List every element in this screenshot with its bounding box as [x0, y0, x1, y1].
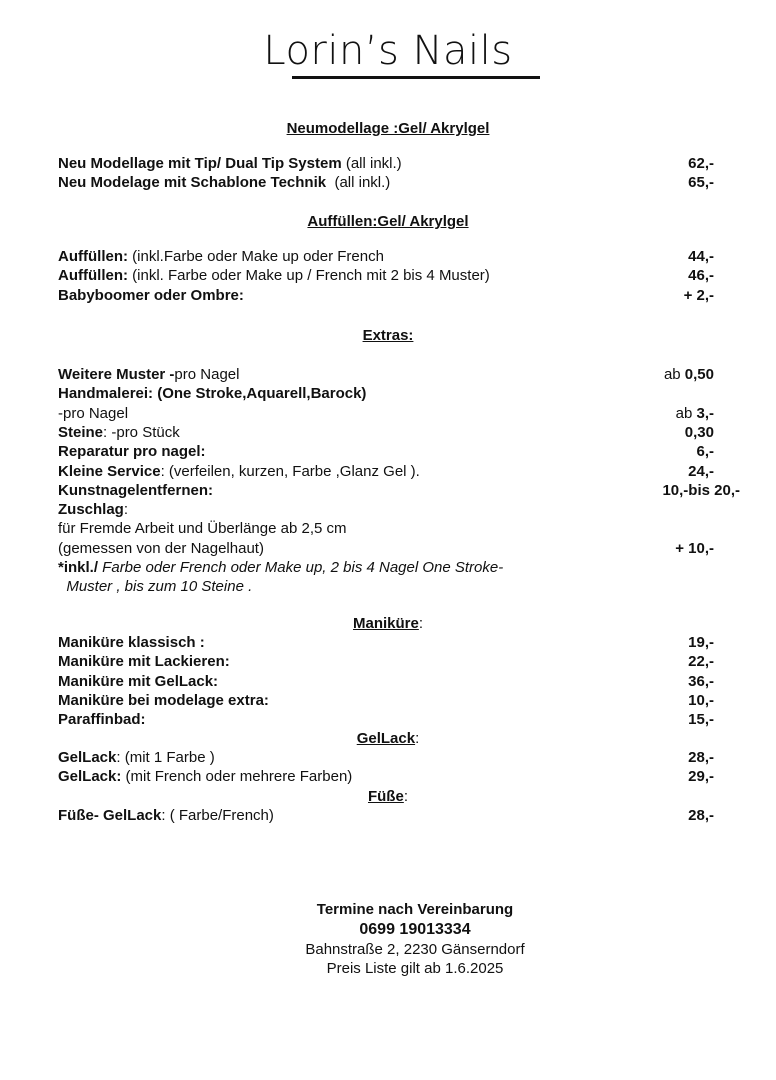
- description-part: Maniküre klassisch :: [58, 634, 205, 651]
- description-part: (mit French oder mehrere Farben): [121, 768, 353, 786]
- service-price: [688, 173, 714, 192]
- section-heading: [0, 614, 776, 633]
- description-part: Auffüllen:: [58, 267, 128, 285]
- service-price: [685, 423, 714, 442]
- phone-number[interactable]: 0699 19013334: [359, 921, 471, 938]
- service-price: [688, 748, 714, 767]
- service-description: [58, 463, 420, 480]
- price-part: 22,-: [688, 653, 714, 671]
- price-part: 10,-: [688, 691, 714, 709]
- service-price: [664, 365, 714, 384]
- section-heading: [0, 729, 776, 748]
- price-part: 3,-: [696, 404, 714, 422]
- price-part: 29,-: [688, 768, 714, 786]
- description-part: GelLack: [58, 749, 117, 766]
- description-part: : ( Farbe/French): [161, 807, 274, 824]
- service-price: [688, 806, 714, 825]
- title-underline: [292, 76, 540, 79]
- price-part: 10,-bis 20,-: [662, 481, 740, 499]
- description-part: Neu Modellage mit Tip/ Dual Tip System: [58, 155, 342, 172]
- service-price: [688, 767, 714, 786]
- description-part: Reparatur pro nagel:: [58, 443, 206, 461]
- description-part: Muster , bis zum 10 Steine .: [58, 578, 253, 596]
- price-row: [58, 539, 776, 558]
- service-description: [58, 366, 239, 383]
- description-part: : -pro Stück: [103, 423, 180, 441]
- description-part: Füße- GelLack: [58, 807, 162, 824]
- description-part: Farbe oder French oder Make up, 2 bis 4 Nagel One Stroke-: [98, 559, 504, 576]
- section-heading: [0, 326, 776, 345]
- service-description: [58, 540, 264, 557]
- price-row: [58, 384, 776, 403]
- service-price: [688, 247, 714, 266]
- price-part: 44,-: [688, 248, 714, 265]
- price-part: 19,-: [688, 634, 714, 651]
- description-part: für Fremde Arbeit und Überlänge ab 2,5 cm: [58, 520, 347, 538]
- price-row: [58, 286, 776, 305]
- section-heading-text: Extras:: [362, 327, 414, 344]
- price-row: [58, 691, 776, 710]
- description-part: GelLack:: [58, 768, 122, 786]
- service-description: [58, 385, 366, 402]
- service-description: [58, 174, 390, 191]
- service-price: [688, 633, 714, 652]
- price-row: [58, 633, 776, 652]
- service-description: [58, 287, 244, 304]
- price-row: [58, 500, 776, 519]
- price-part: + 10,-: [675, 539, 714, 557]
- price-part: 28,-: [688, 807, 714, 824]
- section-heading-suffix: :: [415, 730, 420, 747]
- service-description: [58, 768, 352, 785]
- price-row: [58, 806, 776, 825]
- service-price: [688, 652, 714, 671]
- description-part: Auffüllen:: [58, 248, 128, 265]
- service-description: [58, 578, 252, 595]
- section-heading: [0, 787, 776, 806]
- service-description: [58, 248, 384, 265]
- price-list-valid-date: Preis Liste gilt ab 1.6.2025: [326, 960, 504, 977]
- section-heading-text: Maniküre: [352, 615, 419, 632]
- description-part: (all inkl.): [326, 174, 391, 192]
- price-part: 65,-: [688, 174, 714, 192]
- price-row: [58, 462, 776, 481]
- service-description: [58, 711, 146, 728]
- price-row: [58, 519, 776, 538]
- service-price: [662, 481, 740, 500]
- address: Bahnstraße 2, 2230 Gänserndorf: [305, 941, 525, 958]
- description-part: Babyboomer oder Ombre:: [58, 286, 244, 304]
- section-heading-text: GelLack: [356, 730, 416, 747]
- description-part: Maniküre bei modelage extra:: [58, 691, 269, 709]
- price-row: [58, 404, 776, 423]
- description-part: Maniküre mit GelLack:: [58, 672, 219, 690]
- service-price: [676, 404, 714, 423]
- description-part: : (verfeilen, kurzen, Farbe ,Glanz Gel ).: [160, 462, 420, 480]
- price-part: 0,50: [684, 366, 714, 383]
- price-row: [58, 710, 776, 729]
- description-part: pro Nagel: [174, 366, 240, 383]
- price-part: 36,-: [688, 672, 714, 690]
- description-part: Maniküre mit Lackieren:: [58, 653, 230, 671]
- price-part: 0,30: [684, 423, 714, 441]
- price-row: [58, 652, 776, 671]
- price-part: 24,-: [688, 462, 714, 480]
- service-price: [688, 266, 714, 285]
- description-part: -pro Nagel: [58, 404, 129, 422]
- price-part: 15,-: [688, 711, 714, 729]
- section-heading-text: Füße: [367, 788, 404, 805]
- service-description: [58, 807, 274, 824]
- description-part: :: [123, 501, 129, 519]
- description-part: Steine: [58, 423, 104, 441]
- service-description: [58, 692, 269, 709]
- section-heading-suffix: :: [403, 788, 408, 805]
- appointment-note: Termine nach Vereinbarung: [316, 901, 514, 918]
- price-part: 28,-: [688, 749, 714, 766]
- section-heading-text: Auffüllen:Gel/ Akrylgel: [307, 213, 469, 230]
- service-price: [688, 154, 714, 173]
- description-part: (inkl.Farbe oder Make up oder French: [127, 248, 384, 265]
- service-description: [58, 673, 218, 690]
- price-row: [58, 442, 776, 461]
- service-description: [58, 749, 215, 766]
- service-price: [696, 442, 714, 461]
- price-row: [58, 365, 776, 384]
- price-row: [58, 748, 776, 767]
- price-row: [58, 672, 776, 691]
- description-part: Zuschlag: [58, 501, 124, 519]
- price-part: ab: [663, 366, 685, 383]
- price-row: [58, 767, 776, 786]
- price-part: 6,-: [696, 443, 714, 461]
- service-description: [58, 559, 503, 576]
- description-part: : (mit 1 Farbe ): [116, 749, 215, 766]
- service-description: [58, 267, 490, 284]
- service-description: [58, 424, 180, 441]
- service-description: [58, 155, 402, 172]
- price-row: [58, 154, 776, 173]
- description-part: *inkl./: [58, 559, 99, 576]
- price-row: [58, 423, 776, 442]
- section-heading-text: Neumodellage :Gel/ Akrylgel: [286, 120, 490, 137]
- service-description: [58, 443, 206, 460]
- description-part: Paraffinbad:: [58, 711, 146, 729]
- description-part: Kleine Service: [58, 462, 161, 480]
- description-part: Handmalerei: (One Stroke,Aquarell,Barock): [58, 385, 367, 403]
- description-part: Neu Modelage mit Schablone Technik: [58, 174, 327, 192]
- business-name-title: Lorin’s Nails: [263, 28, 513, 74]
- description-part: (inkl. Farbe oder Make up / French mit 2 bis 4 Muster): [127, 267, 490, 285]
- service-description: [58, 482, 213, 499]
- price-row: [58, 577, 776, 596]
- price-part: ab: [675, 404, 697, 422]
- service-description: [58, 405, 128, 422]
- price-row: [58, 266, 776, 285]
- price-part: 46,-: [688, 267, 714, 285]
- price-row: [58, 247, 776, 266]
- price-part: + 2,-: [683, 286, 714, 304]
- price-row: [58, 481, 776, 500]
- price-row: [58, 558, 776, 577]
- price-part: 62,-: [688, 155, 714, 172]
- service-price: [688, 691, 714, 710]
- section-heading: [0, 212, 776, 231]
- section-heading: [0, 119, 776, 138]
- price-row: [58, 173, 776, 192]
- service-description: [58, 634, 205, 651]
- description-part: (all inkl.): [341, 155, 402, 172]
- description-part: (gemessen von der Nagelhaut): [58, 539, 264, 557]
- service-description: [58, 653, 230, 670]
- service-price: [688, 710, 714, 729]
- service-price: [684, 286, 714, 305]
- service-description: [58, 520, 347, 537]
- service-description: [58, 501, 128, 518]
- service-price: [688, 672, 714, 691]
- section-heading-suffix: :: [418, 615, 424, 632]
- description-part: Kunstnagelentfernen:: [58, 481, 214, 499]
- description-part: Weitere Muster -: [58, 366, 175, 383]
- service-price: [688, 462, 714, 481]
- service-price: [675, 539, 714, 558]
